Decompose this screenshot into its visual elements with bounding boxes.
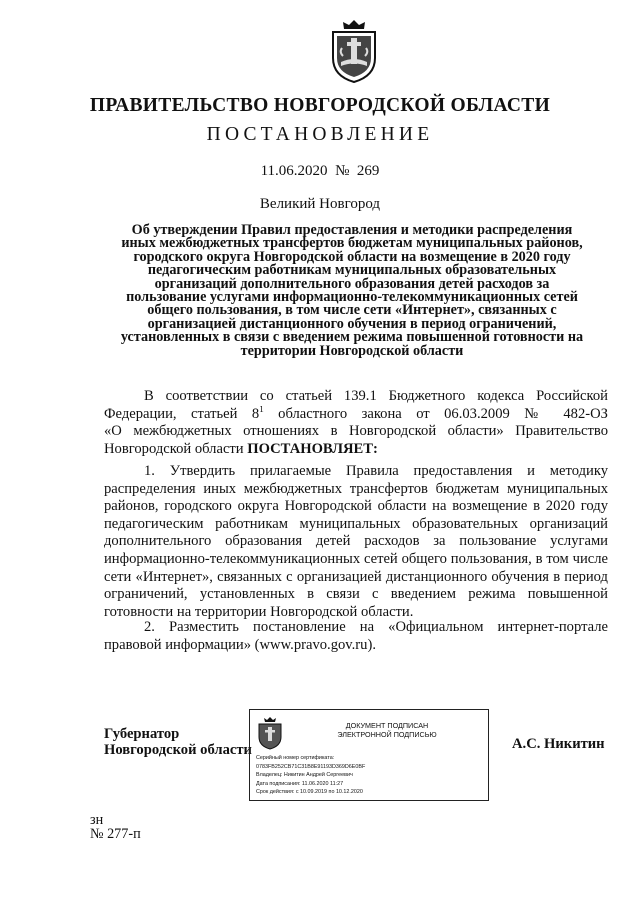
stamp-title-line: ДОКУМЕНТ ПОДПИСАН [345, 721, 429, 730]
item-1-line: распределения иных межбюджетных трансфертов бюджетам муниципальных [104, 480, 608, 497]
subject-line: общего пользования, в том числе сети «Интернет», связанных с [147, 302, 557, 319]
item-1-line: ограничений, установленных в связи с введением режима повышенной [104, 586, 608, 603]
item-1-line: информационно-телекоммуникационных сетей общего пользования, в том числе [104, 550, 608, 567]
subject-line: пользование услугами информационно-телекоммуникационных сетей [126, 289, 578, 306]
item-1-line: готовности на территории Новгородской области. [104, 603, 414, 620]
city: Великий Новгород [259, 196, 381, 212]
preamble-line [104, 441, 608, 459]
item-1-line: педагогическим работникам муниципальных образовательных организаций [104, 515, 608, 532]
stamp-details [256, 754, 484, 797]
number-sign: № [335, 163, 350, 179]
signer-name: А.С. Никитин [512, 736, 605, 752]
stamp-title-line: ЭЛЕКТРОННОЙ ПОДПИСЬЮ [337, 729, 437, 739]
item-1-paragraph [104, 463, 608, 621]
subject-line: городского округа Новгородской области на возмещение в 2020 году [133, 248, 571, 265]
subject-line: территории Новгородской области [240, 342, 464, 359]
preamble-line: В соответствии со статьей 139.1 Бюджетного кодекса Российской [144, 388, 608, 404]
decree-date: 11.06.2020 [260, 163, 328, 179]
subject-line: установленных в связи с введением режима повышенной готовности на [120, 329, 584, 346]
subject-line: организаций дополнительного образования детей расходов за [154, 275, 550, 292]
item-2-line: правовой информации» (www.pravo.gov.ru). [104, 636, 376, 653]
subject-line: Об утверждении Правил предоставления и методики распределения [131, 222, 573, 238]
subject-line: иных межбюджетных трансфертов бюджетам муниципальных районов, [121, 235, 583, 252]
article-superscript: 1 [259, 405, 264, 414]
subject-line: педагогическим работникам муниципальных образовательных [147, 262, 557, 279]
stamp-title [302, 722, 472, 740]
preamble-text: областного закона от 06.03.2009 № 482-ОЗ [263, 405, 608, 422]
stamp-cert-value: 0783FB252CB71C31B8E91193D369D6E0BF [256, 763, 366, 770]
stamp-owner: Владелец: Никитин Андрей Сергеевич [256, 772, 353, 779]
resolves-keyword: ПОСТАНОВЛЯЕТ: [247, 440, 378, 457]
registration-code: зн [90, 812, 104, 828]
coat-of-arms-emblem [327, 18, 381, 84]
stamp-validity: Срок действия: с 10.09.2019 по 10.12.2020 [256, 789, 363, 796]
registration-number: № 277-п [90, 825, 141, 842]
item-1-line: районов, городского округа Новгородской области на возмещение в 2020 году [104, 498, 608, 515]
registration-block [90, 814, 141, 841]
item-2-line: 2. Разместить постановление на «Официальном интернет-портале [144, 619, 608, 635]
stamp-signed-date: Дата подписания: 11.06.2020 11:27 [256, 780, 344, 787]
date-number-line [0, 163, 640, 180]
preamble-line: «О межбюджетных отношениях в Новгородской области» Правительство [104, 423, 608, 440]
stamp-cert-label: Серийный номер сертификата: [256, 755, 335, 761]
item-1-line: 1. Утвердить прилагаемые Правила предоставления и методику [144, 463, 608, 479]
subject-line: организацией дистанционного обучения в период ограничений, [147, 315, 557, 332]
item-1-line: дополнительного образования детей расходов за пользование услугами [104, 533, 608, 550]
government-title: ПРАВИТЕЛЬСТВО НОВГОРОДСКОЙ ОБЛАСТИ [89, 95, 551, 116]
stamp-coat-of-arms-icon [256, 716, 284, 750]
preamble-paragraph [104, 388, 608, 458]
preamble-text: Новгородской области [104, 440, 248, 457]
preamble-line [104, 406, 608, 424]
item-1-line: сети «Интернет», связанных с организацией дистанционного обучения в период [104, 568, 608, 585]
document-type: ПОСТАНОВЛЕНИЕ [206, 124, 434, 145]
item-2-paragraph [104, 619, 608, 654]
preamble-text: Федерации, статьей 8 [104, 405, 260, 422]
signer-position-line: Новгородской области [104, 741, 252, 758]
decree-subject [96, 224, 608, 358]
signer-position-line: Губернатор [104, 726, 180, 742]
signer-position [104, 727, 252, 758]
electronic-signature-stamp [249, 709, 489, 801]
decree-number: 269 [356, 163, 380, 179]
